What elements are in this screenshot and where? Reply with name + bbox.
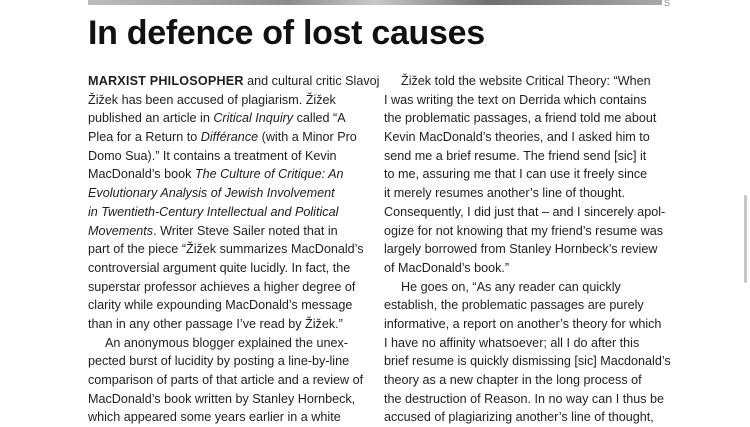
text-line: theory as a new chapter in the long process of <box>384 373 642 387</box>
paragraph <box>88 334 378 427</box>
text-line: send me a brief resume. The friend send [sic] it <box>384 148 647 163</box>
italic-title: Movements <box>88 223 154 238</box>
text-line: largely borrowed from Stanley Hornbeck’s review <box>384 242 658 257</box>
text-line: of MacDonald’s book.” <box>384 260 510 275</box>
text-line: He goes on, “As any reader can quickly <box>401 279 621 294</box>
text-fragment: MacDonald’s book <box>88 167 195 182</box>
text-line <box>88 165 378 184</box>
text-line: establish, the problematic passages are purely <box>384 298 644 313</box>
text-line: brief resume is quickly dismissing [sic] Macdonald’s <box>384 354 671 369</box>
italic-title: Critical Inquiry <box>213 111 294 126</box>
text-fragment: and cultural critic Slavoj <box>243 74 380 88</box>
text-fragment: called “A <box>293 111 346 126</box>
article-headline: In defence of lost causes <box>88 14 485 52</box>
text-line: Consequently, I did just that – and I sincerely apol- <box>384 204 666 219</box>
text-line: the destruction of Reason. In no way can I thus be <box>384 391 665 406</box>
text-line: I was writing the text on Derrida which contains <box>384 92 647 107</box>
text-line: ogize for not knowing that my friend’s resume was <box>384 223 664 238</box>
header-photo-strip <box>88 0 662 5</box>
paragraph <box>384 278 674 427</box>
text-line <box>88 203 378 222</box>
paragraph <box>384 72 674 278</box>
text-line: accused of plagiarizing another’s line of thought, <box>384 410 654 425</box>
text-line: to me, assuring me that I can use it freely since <box>384 167 648 182</box>
text-fragment: published an article in <box>88 111 214 126</box>
italic-title: Différance <box>200 130 259 145</box>
text-line: Žižek has been accused of plagiarism. Žižek <box>88 92 336 107</box>
text-line: controversial argument quite lucidly. In fact, the <box>88 260 351 275</box>
text-line: clarity while expounding MacDonald’s message <box>88 298 353 313</box>
text-line: Kevin MacDonald’s theories, and I asked him to <box>384 130 650 145</box>
text-line: which appeared some years earlier in a white <box>88 410 341 425</box>
article-column-left <box>88 72 378 427</box>
italic-title: in Twentieth-Century Intellectual and Political <box>88 204 339 219</box>
italic-title: Evolutionary Analysis of Jewish Involvement <box>88 186 335 201</box>
text-line: comparison of parts of that article and a review of <box>88 373 364 387</box>
text-line: pected burst of lucidity by posting a line-by-line <box>88 354 350 369</box>
text-line: than in any other passage I’ve read by Žižek.” <box>88 316 343 331</box>
text-fragment: Plea for a Return to <box>88 130 201 145</box>
text-line <box>88 128 378 147</box>
text-line: informative, a report on another’s theory for which <box>384 316 662 331</box>
text-line: Domo Sua).” It contains a treatment of Kevin <box>88 148 337 163</box>
text-line: An anonymous blogger explained the unex- <box>105 335 348 350</box>
text-line: the problematic passages, a friend told me about <box>384 111 657 126</box>
article-column-right <box>384 72 674 427</box>
text-fragment: (with a Minor Pro <box>258 130 357 145</box>
photo-credit: S <box>664 0 671 8</box>
text-line <box>88 109 378 128</box>
text-line <box>88 184 378 203</box>
text-line <box>88 222 378 241</box>
italic-title: The Culture of Critique: An <box>194 167 344 182</box>
text-line: Žižek told the website Critical Theory: “When <box>401 74 651 88</box>
text-fragment: . Writer Steve Sailer noted that in <box>153 223 338 238</box>
lead-in: MARXIST PHILOSOPHER <box>88 74 244 88</box>
text-line: part of the piece “Žižek summarizes MacDonald’s <box>88 242 364 257</box>
paragraph <box>88 72 378 334</box>
vertical-scrollbar[interactable] <box>744 195 747 283</box>
text-line: it merely resumes another’s line of thought. <box>384 186 626 201</box>
text-line: MacDonald’s book written by Stanley Hornbeck, <box>88 391 356 406</box>
text-line: I have no affinity whatsoever; all I do after this <box>384 335 640 350</box>
text-line <box>88 72 378 91</box>
text-line: superstar professor achieves a higher degree of <box>88 279 356 294</box>
